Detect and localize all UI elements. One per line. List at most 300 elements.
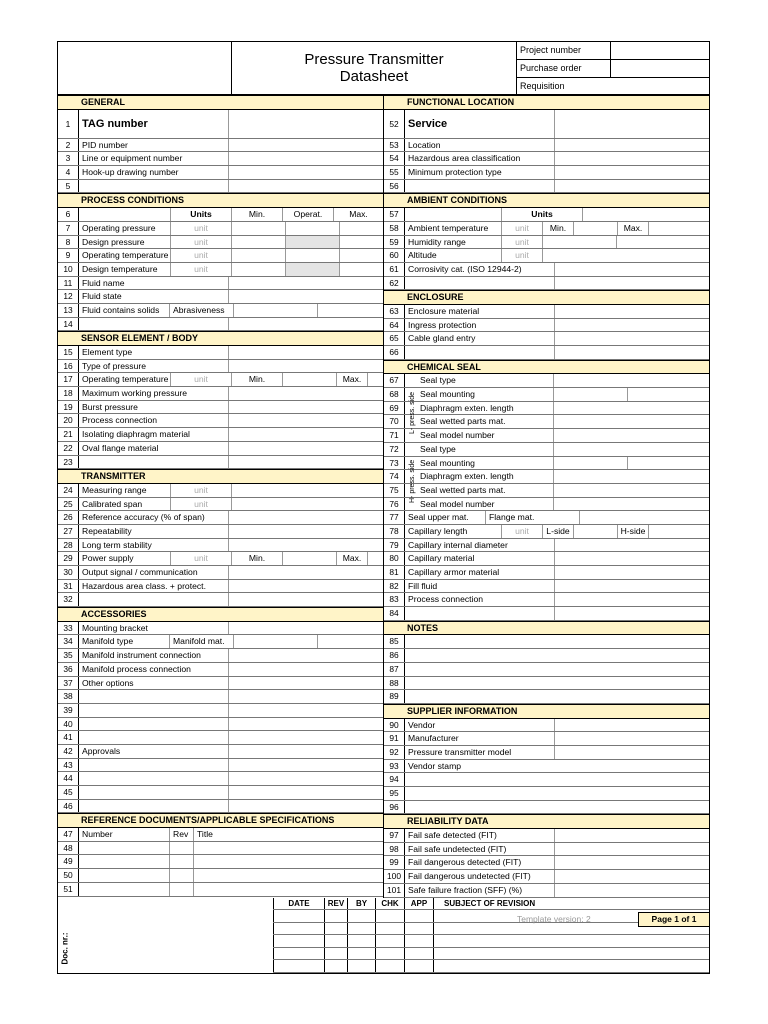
row-number: 84 [384,607,405,620]
rev-cell-subject[interactable] [433,948,709,960]
value-field[interactable] [228,139,383,152]
row-23 [58,456,383,470]
value-field[interactable] [554,539,709,552]
operat-field[interactable] [285,222,339,235]
value-field[interactable] [233,635,317,648]
row-number: 51 [58,883,79,896]
unit-field[interactable]: unit [170,236,231,249]
value-field[interactable] [542,249,709,262]
row-number: 22 [58,442,79,455]
row-51 [58,883,383,897]
row-number: 63 [384,305,405,318]
value-field[interactable] [228,800,383,813]
row-label: Altitude [408,250,437,261]
row-75 [384,484,709,498]
row-49 [58,855,383,869]
rev-cell-by[interactable] [347,948,375,960]
value-field[interactable] [553,388,627,401]
value-field[interactable] [228,428,383,441]
row-73 [384,457,709,471]
row-68 [384,388,709,402]
value-field[interactable] [553,457,627,470]
unit-field[interactable]: unit [170,484,231,497]
value-field[interactable] [228,745,383,758]
rev-cell-date[interactable] [273,948,324,960]
value-field[interactable] [554,829,709,842]
row-34 [58,635,383,649]
row-60 [384,249,709,263]
row-17 [58,373,383,387]
min-label: Min. [542,222,573,235]
row-39 [58,704,383,718]
value-field[interactable] [228,690,383,703]
ref-number [79,869,169,882]
value-field[interactable] [627,457,709,470]
row-number: 88 [384,677,405,690]
project-number-field[interactable] [611,42,709,59]
value-field[interactable] [554,180,709,193]
section-title: TRANSMITTER [81,471,146,482]
operat-header: Operat. [282,208,333,221]
row-label [79,593,228,606]
rev-cell-chk[interactable] [375,948,404,960]
rev-cell-by[interactable] [347,960,375,972]
purchase-order-field[interactable] [611,60,709,77]
operat-field[interactable] [285,236,339,249]
l-side-label: L-side [542,525,573,538]
row-88 [384,677,709,691]
units-header: Units [170,208,231,221]
row-label: Service [408,117,448,130]
unit-field[interactable]: unit [170,552,231,565]
section-title: ENCLOSURE [407,292,464,303]
row-label: Seal model number [420,498,495,509]
row-40 [58,718,383,732]
value-field[interactable] [228,718,383,731]
row-78 [384,525,709,539]
value-field[interactable] [228,110,383,138]
value-field[interactable] [554,719,709,732]
value-field[interactable] [554,346,709,359]
row-label: Fail dangerous detected (FIT) [408,857,522,868]
value-field[interactable] [616,236,709,249]
row-label: Pressure transmitter model [408,746,512,757]
section-header [384,814,709,829]
section-header [384,704,709,719]
ref-title: Title [193,828,383,841]
row-74 [384,470,709,484]
row-label [79,180,228,193]
row-number: 33 [58,622,79,635]
row-number: 24 [58,484,79,497]
value-field[interactable] [228,704,383,717]
row-36 [58,663,383,677]
row-label: Calibrated span [82,498,143,509]
unit-field[interactable]: unit [170,222,231,235]
row-56 [384,180,709,194]
rev-cell-by[interactable] [347,935,375,947]
section-header [58,469,383,484]
value-field[interactable] [553,429,709,442]
value-field[interactable] [554,319,709,332]
row-number: 56 [384,180,405,193]
row-89 [384,690,709,704]
row-label [79,731,228,744]
value-field[interactable] [554,593,709,606]
value-field[interactable] [579,511,709,524]
row-label: Measuring range [82,484,147,495]
row-label: Corrosivity cat. (ISO 12944-2) [408,263,522,274]
row-45 [58,786,383,800]
value-field[interactable] [228,387,383,400]
rev-cell-rev[interactable] [324,948,347,960]
row-label: Diaphragm exten. length [420,471,514,482]
row-21 [58,428,383,442]
row-48 [58,842,383,856]
row-label: Approvals [82,745,121,756]
value-field[interactable] [573,222,617,235]
section-title: GENERAL [81,97,126,107]
row-label: Ambient temperature [408,222,489,233]
row-number: 80 [384,552,405,565]
row-label: Operating temperature [82,250,169,261]
value-field[interactable] [228,277,383,290]
value-field[interactable] [228,649,383,662]
value-field[interactable] [367,373,383,386]
row-label: Reference accuracy (% of span) [82,512,205,523]
value-field[interactable] [554,552,709,565]
ref-rev [169,855,193,868]
value-field[interactable] [228,525,383,538]
section-header [58,193,383,208]
value-field[interactable] [542,236,616,249]
value-field[interactable] [228,593,383,606]
value-field[interactable] [553,470,709,483]
value-field[interactable] [554,843,709,856]
max-label: Max. [336,373,367,386]
value-field[interactable] [554,746,709,759]
rev-cell-chk[interactable] [375,935,404,947]
value-field[interactable] [554,732,709,745]
unit-field[interactable]: unit [501,222,542,235]
row-43 [58,759,383,773]
value-field[interactable] [554,152,709,165]
ref-rev [169,869,193,882]
unit-field[interactable]: unit [170,373,231,386]
value-field[interactable] [553,443,709,456]
row-69 [384,402,709,416]
row-label: TAG number [82,117,148,130]
row-number: 19 [58,401,79,414]
value-field[interactable] [228,401,383,414]
unit-field[interactable]: unit [170,249,231,262]
row-label [405,801,709,814]
value-field[interactable] [228,152,383,165]
max-field[interactable] [339,249,383,262]
row-1 [58,110,383,139]
value-field[interactable] [554,870,709,883]
row-label [405,208,501,221]
document-title [232,42,517,94]
value-field[interactable] [367,552,383,565]
row-number: 60 [384,249,405,262]
value-field[interactable] [228,511,383,524]
value-field[interactable] [554,884,709,897]
row-label: Seal wetted parts mat. [420,416,506,427]
value-field[interactable] [627,388,709,401]
row-label: Hook-up drawing number [82,167,179,178]
row-label: Seal wetted parts mat. [420,484,506,495]
min-label: Min. [231,373,282,386]
row-77 [384,511,709,525]
row-number: 59 [384,236,405,249]
value-field[interactable] [228,772,383,785]
value-field[interactable] [228,731,383,744]
value-field[interactable] [573,525,617,538]
min-field[interactable] [231,249,285,262]
value-field[interactable] [554,277,709,290]
value-field[interactable] [228,580,383,593]
row-53 [384,139,709,153]
row-82 [384,580,709,594]
unit-field[interactable]: unit [170,263,231,276]
row-number: 34 [58,635,79,648]
rev-cell-app[interactable] [404,960,433,972]
row-label [79,704,228,717]
row-number: 45 [58,786,79,799]
value-field[interactable] [317,304,383,317]
row-label: Seal mounting [420,389,475,400]
row-91 [384,732,709,746]
row-4 [58,166,383,180]
row-label: Process connection [82,415,157,426]
value-field[interactable] [554,332,709,345]
row-label: Power supply [82,553,134,564]
row-number: 25 [58,498,79,511]
value-field[interactable] [228,759,383,772]
row-label: Capillary length [408,525,468,536]
row-label: Vendor [408,719,436,730]
unit-field[interactable]: unit [501,236,542,249]
row-84 [384,607,709,621]
value-field[interactable] [228,346,383,359]
row-35 [58,649,383,663]
min-field[interactable] [231,263,285,276]
row-46 [58,800,383,814]
title-line-2: Datasheet [339,68,409,85]
row-number: 53 [384,139,405,152]
value-field[interactable] [648,222,709,235]
section-header [384,193,709,208]
rev-cell-app[interactable] [404,948,433,960]
min-field[interactable] [231,236,285,249]
row-label [79,318,228,331]
row-57 [384,208,709,222]
row-label: Fluid state [82,291,122,302]
unit-field[interactable]: unit [501,249,542,262]
row-44 [58,772,383,786]
value-field[interactable] [553,402,709,415]
value-field[interactable] [282,552,336,565]
row-label: Design temperature [82,263,158,274]
row-55 [384,166,709,180]
section-title: FUNCTIONAL LOCATION [407,97,515,107]
rev-cell-subject[interactable] [433,960,709,972]
value-field[interactable] [228,456,383,469]
row-101 [384,884,709,898]
section-title: PROCESS CONDITIONS [81,195,185,206]
row-number: 46 [58,800,79,813]
value-field[interactable] [228,318,383,331]
rev-cell-chk[interactable] [375,960,404,972]
section-title: SUPPLIER INFORMATION [407,705,518,716]
row-number: 76 [384,498,405,511]
row-92 [384,746,709,760]
section-title: NOTES [407,622,439,633]
row-99 [384,856,709,870]
rev-cell-rev[interactable] [324,960,347,972]
max-field[interactable] [339,222,383,235]
max-header: Max. [333,208,383,221]
row-label: Seal type [420,443,456,454]
row-number: 15 [58,346,79,359]
value-field[interactable] [233,304,317,317]
value-field[interactable] [553,374,709,387]
min-header: Min. [231,208,282,221]
value-field[interactable] [553,415,709,428]
row-number: 81 [384,566,405,579]
rev-cell-date[interactable] [273,935,324,947]
value-field[interactable] [228,663,383,676]
row-label [79,690,228,703]
value-field[interactable] [282,373,336,386]
value-field[interactable] [554,305,709,318]
row-22 [58,442,383,456]
value-field[interactable] [554,580,709,593]
row-number: 28 [58,539,79,552]
row-38 [58,690,383,704]
unit-field[interactable]: unit [170,498,231,511]
row-number: 30 [58,566,79,579]
value-field[interactable] [554,110,709,138]
section-header [58,607,383,622]
section-header [384,621,709,636]
row-label: Ingress protection [408,319,477,330]
value-field[interactable] [648,525,709,538]
row-19 [58,401,383,415]
max-label: Max. [336,552,367,565]
value-field[interactable] [228,566,383,579]
row-number: 17 [58,373,79,386]
ref-title [193,842,383,855]
value-field[interactable] [231,484,383,497]
row-2 [58,139,383,153]
row-label: Humidity range [408,236,466,247]
rev-cell-rev[interactable] [324,935,347,947]
left-column [58,95,383,898]
row-12 [58,290,383,304]
row-24 [58,484,383,498]
max-field[interactable] [339,263,383,276]
row-number: 26 [58,511,79,524]
value-field[interactable] [554,856,709,869]
row-label: Fail safe detected (FIT) [408,830,497,841]
row-label: Output signal / communication [82,567,198,577]
row-label: Long term stability [82,539,152,550]
section-spacer [384,291,404,304]
row-number: 11 [58,277,79,290]
operat-field[interactable] [285,249,339,262]
value-field[interactable] [553,484,709,497]
value-field[interactable] [231,498,383,511]
row-number: 62 [384,277,405,290]
extra-label: Abrasiveness [169,304,233,317]
value-field[interactable] [554,166,709,179]
row-label: Operating pressure [82,222,156,233]
value-field[interactable] [554,263,709,276]
value-field[interactable] [554,139,709,152]
row-label: PID number [82,139,128,150]
value-field[interactable] [317,635,383,648]
value-field[interactable] [228,677,383,690]
value-field[interactable] [228,360,383,373]
row-label [405,180,554,193]
row-label: Fluid contains solids [82,304,160,315]
row-number: 6 [58,208,79,221]
row-number: 32 [58,593,79,606]
min-label: Min. [231,552,282,565]
row-number: 95 [384,787,405,800]
requisition-field[interactable] [610,78,709,95]
row-number: 42 [58,745,79,758]
section-spacer [384,96,404,109]
row-label: Diaphragm exten. length [420,402,514,413]
value-field[interactable] [228,414,383,427]
value-field[interactable] [228,622,383,635]
row-number: 39 [58,704,79,717]
ref-title [193,855,383,868]
rev-cell-subject[interactable] [433,935,709,947]
row-42 [58,745,383,759]
operat-field[interactable] [285,263,339,276]
h-side-label: H-side [617,525,648,538]
rev-cell-app[interactable] [404,935,433,947]
row-25 [58,498,383,512]
row-number: 82 [384,580,405,593]
value-field[interactable] [553,498,709,511]
value-field[interactable] [228,166,383,179]
value-field[interactable] [228,539,383,552]
row-number: 40 [58,718,79,731]
project-number-label: Project number [517,42,611,59]
rev-cell-date[interactable] [273,960,324,972]
max-field[interactable] [339,236,383,249]
value-field[interactable] [228,786,383,799]
min-field[interactable] [231,222,285,235]
row-number: 85 [384,635,405,648]
value-field[interactable] [554,566,709,579]
section-title: CHEMICAL SEAL [407,361,481,372]
row-label [79,208,170,221]
value-field[interactable] [228,180,383,193]
section-spacer [384,361,404,374]
value-field[interactable] [228,442,383,455]
value-field[interactable] [228,290,383,303]
row-number: 99 [384,856,405,869]
unit-field[interactable]: unit [501,525,542,538]
value-field[interactable] [554,607,709,620]
row-label: Cable gland entry [408,333,476,344]
